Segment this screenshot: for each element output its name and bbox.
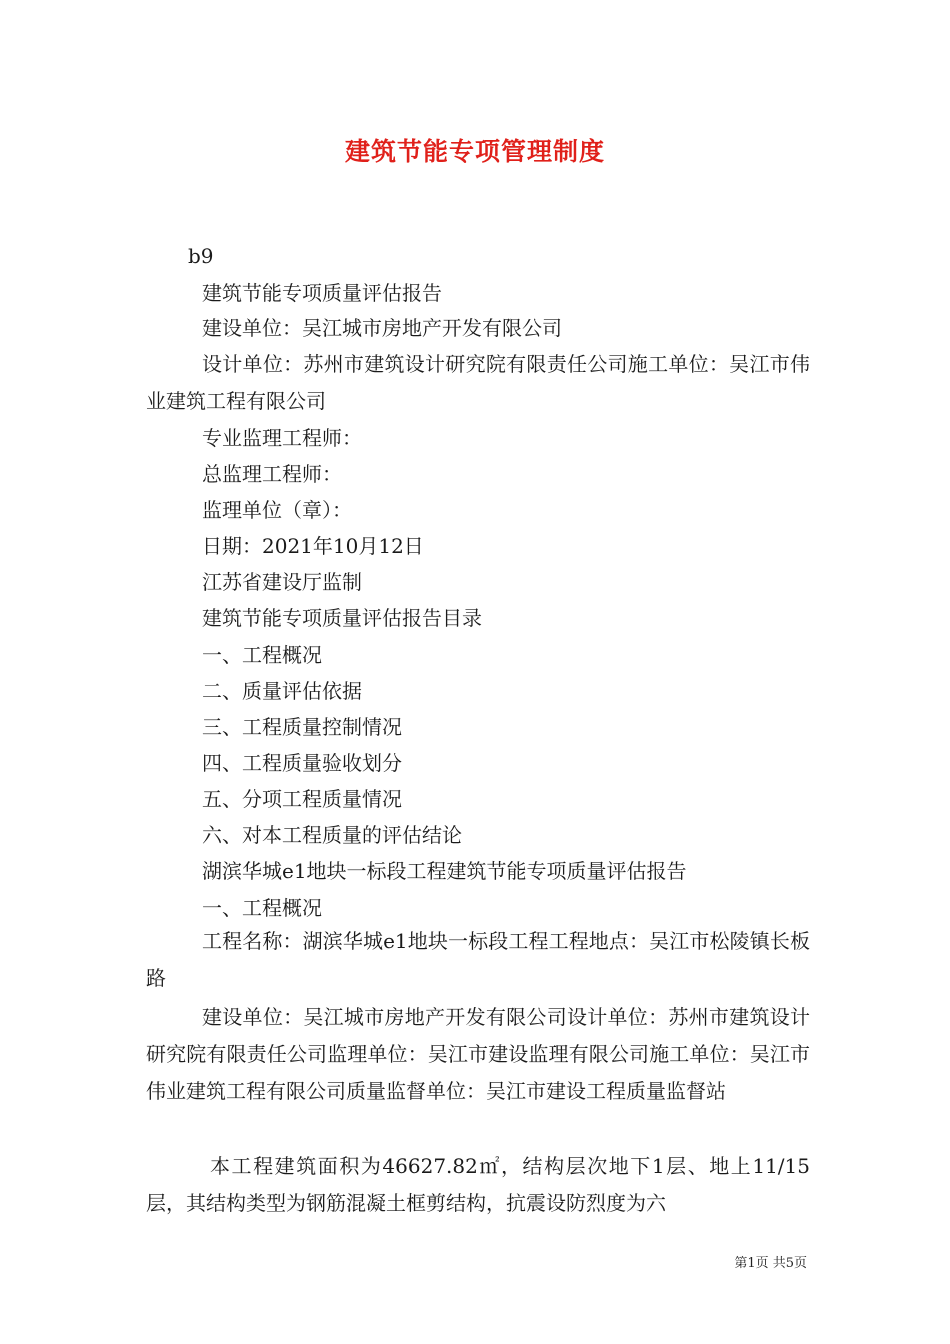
toc-item-5: 五、分项工程质量情况 bbox=[202, 787, 402, 811]
toc-item-6: 六、对本工程质量的评估结论 bbox=[202, 823, 462, 847]
document-code: b9 bbox=[188, 244, 214, 268]
design-unit-paragraph: 设计单位：苏州市建筑设计研究院有限责任公司施工单位：吴江市伟业建筑工程有限公司 bbox=[146, 352, 810, 413]
construction-unit-line: 建设单位：吴江城市房地产开发有限公司 bbox=[202, 316, 562, 340]
units-paragraph: 建设单位：吴江城市房地产开发有限公司设计单位：苏州市建筑设计研究院有限责任公司监理单位：吴江市建设监理有限公司施工单位：吴江市伟业建筑工程有限公司质量监督单位：吴江市建设工程质量监督站 bbox=[146, 1005, 810, 1103]
page-number: 第1页 共5页 bbox=[734, 1256, 807, 1271]
toc-item-3: 三、工程质量控制情况 bbox=[202, 715, 402, 739]
toc-item-2: 二、质量评估依据 bbox=[202, 679, 362, 703]
date-line: 日期：2021年10月12日 bbox=[202, 534, 424, 558]
toc-item-1: 一、工程概况 bbox=[202, 643, 322, 667]
supervision-unit-line: 监理单位（章）： bbox=[202, 498, 352, 522]
toc-title: 建筑节能专项质量评估报告目录 bbox=[202, 606, 482, 630]
issuer-line: 江苏省建设厅监制 bbox=[202, 570, 362, 594]
area-paragraph: 本工程建筑面积为46627.82㎡，结构层次地下1层、地上11/15层，其结构类型为钢筋混凝土框剪结构，抗震设防烈度为六 bbox=[146, 1154, 810, 1215]
engineer-line: 专业监理工程师： bbox=[202, 426, 362, 450]
project-name-paragraph: 工程名称：湖滨华城e1地块一标段工程工程地点：吴江市松陵镇长板路 bbox=[146, 929, 810, 990]
project-report-title: 湖滨华城e1地块一标段工程建筑节能专项质量评估报告 bbox=[202, 859, 687, 883]
report-title-line: 建筑节能专项质量评估报告 bbox=[202, 281, 442, 305]
section-heading-1: 一、工程概况 bbox=[202, 896, 322, 920]
document-title: 建筑节能专项管理制度 bbox=[344, 137, 605, 166]
chief-engineer-line: 总监理工程师： bbox=[202, 462, 342, 486]
toc-item-4: 四、工程质量验收划分 bbox=[202, 751, 402, 775]
